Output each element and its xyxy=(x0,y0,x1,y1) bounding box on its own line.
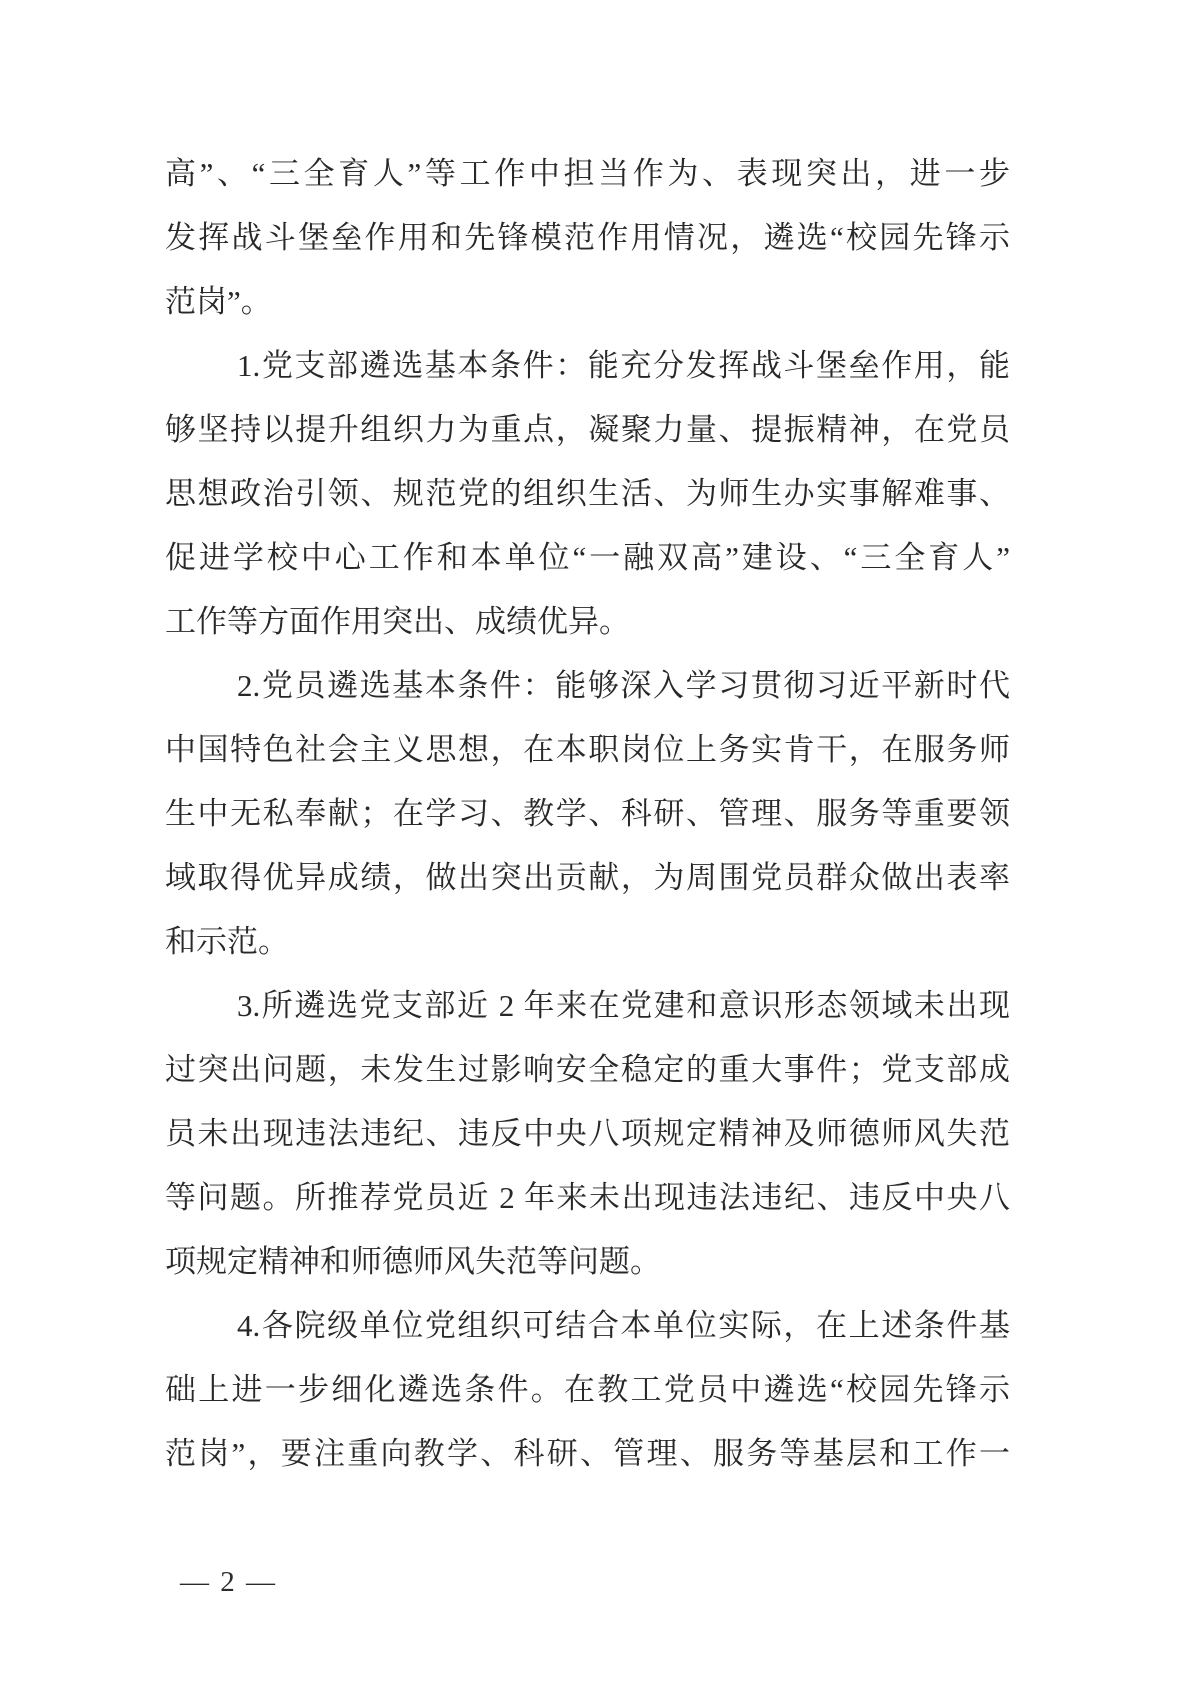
document-line: 思想政治引领、规范党的组织生活、为师生办实事解难事、 xyxy=(165,476,1010,511)
document-line: 等问题。所推荐党员近 2 年来未出现违法违纪、违反中央八 xyxy=(165,1180,1010,1215)
document-line: 促进学校中心工作和本单位“一融双高”建设、“三全育人” xyxy=(165,540,1010,575)
document-line: 础上进一步细化遴选条件。在教工党员中遴选“校园先锋示 xyxy=(165,1372,1010,1407)
paragraph-item-2 xyxy=(165,654,1010,974)
document-body xyxy=(165,142,1010,1486)
document-line: 2.党员遴选基本条件：能够深入学习贯彻习近平新时代 xyxy=(237,668,1010,703)
paragraph-item-1 xyxy=(165,334,1010,654)
document-line: 过突出问题，未发生过影响安全稳定的重大事件；党支部成 xyxy=(165,1052,1010,1087)
document-line: 生中无私奉献；在学习、教学、科研、管理、服务等重要领 xyxy=(165,796,1010,831)
document-line: 够坚持以提升组织力为重点，凝聚力量、提振精神，在党员 xyxy=(165,412,1010,447)
document-line: 范岗”。 xyxy=(165,284,272,319)
paragraph-continuation xyxy=(165,142,1010,334)
document-line: 高”、“三全育人”等工作中担当作为、表现突出，进一步 xyxy=(165,156,1010,191)
document-line: 工作等方面作用突出、成绩优异。 xyxy=(165,604,630,639)
document-line: 和示范。 xyxy=(165,924,289,959)
document-line: 范岗”，要注重向教学、科研、管理、服务等基层和工作一 xyxy=(165,1436,1010,1471)
document-line: 项规定精神和师德师风失范等问题。 xyxy=(165,1244,661,1279)
paragraph-item-3 xyxy=(165,974,1010,1294)
document-line: 1.党支部遴选基本条件：能充分发挥战斗堡垒作用，能 xyxy=(237,348,1010,383)
document-line: 员未出现违法违纪、违反中央八项规定精神及师德师风失范 xyxy=(165,1116,1010,1151)
document-line: 3.所遴选党支部近 2 年来在党建和意识形态领域未出现 xyxy=(237,988,1010,1023)
document-line: 发挥战斗堡垒作用和先锋模范作用情况，遴选“校园先锋示 xyxy=(165,220,1010,255)
paragraph-item-4 xyxy=(165,1294,1010,1486)
page-number: — 2 — xyxy=(180,1566,277,1598)
document-line: 域取得优异成绩，做出突出贡献，为周围党员群众做出表率 xyxy=(165,860,1010,895)
document-line: 中国特色社会主义思想，在本职岗位上务实肯干，在服务师 xyxy=(165,732,1010,767)
document-line: 4.各院级单位党组织可结合本单位实际，在上述条件基 xyxy=(237,1308,1010,1343)
